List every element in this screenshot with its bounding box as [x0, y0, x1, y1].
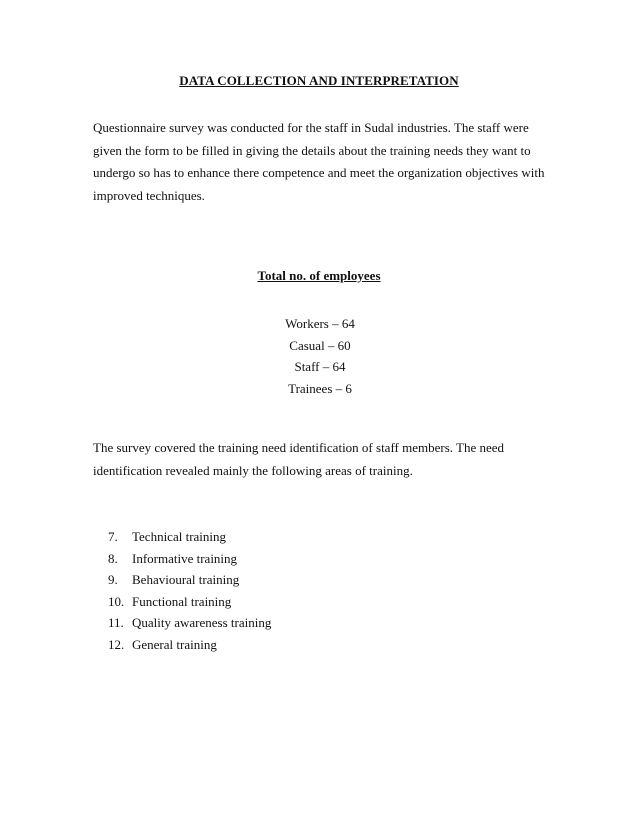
list-item-label: Informative training	[132, 550, 238, 566]
list-item-number: 9.	[108, 572, 118, 587]
employees-heading: Total no. of employees	[257, 268, 381, 283]
intro-line: improved techniques.	[93, 187, 205, 203]
employee-count-casual: Casual – 60	[289, 337, 351, 353]
list-item-label: Behavioural training	[132, 572, 240, 587]
list-item-number: 8.	[108, 550, 118, 566]
employee-count-trainees: Trainees – 6	[288, 380, 352, 396]
survey-line: The survey covered the training need identification of staff members. The need	[93, 440, 505, 455]
list-item	[108, 526, 271, 548]
list-item	[108, 591, 271, 613]
document-heading: DATA COLLECTION AND INTERPRETATION	[179, 73, 459, 88]
list-item-label: Functional training	[132, 593, 232, 609]
intro-line: Questionnaire survey was conducted for the staff in Sudal industries. The staff were	[93, 120, 529, 135]
list-item-number: 12.	[108, 636, 125, 652]
survey-line: identification revealed mainly the following areas of training.	[93, 462, 413, 478]
list-item-number: 7.	[108, 529, 118, 544]
intro-line: given the form to be filled in giving the details about the training needs they want to	[93, 142, 531, 158]
employee-counts	[220, 313, 420, 399]
list-item	[108, 634, 271, 656]
employee-count-staff: Staff – 64	[294, 359, 346, 374]
list-item-label: Technical training	[132, 529, 227, 544]
list-item-label: General training	[132, 636, 217, 652]
training-areas-list	[108, 526, 271, 655]
employee-count-workers: Workers – 64	[285, 316, 355, 331]
intro-line: undergo so has to enhance there competence and meet the organization objectives with	[93, 165, 545, 180]
list-item	[108, 612, 271, 634]
list-item	[108, 548, 271, 570]
survey-paragraph	[93, 437, 533, 482]
list-item-label: Quality awareness training	[132, 615, 272, 630]
intro-paragraph	[93, 117, 545, 207]
list-item-number: 10.	[108, 593, 125, 609]
list-item-number: 11.	[108, 615, 124, 630]
list-item	[108, 569, 271, 591]
